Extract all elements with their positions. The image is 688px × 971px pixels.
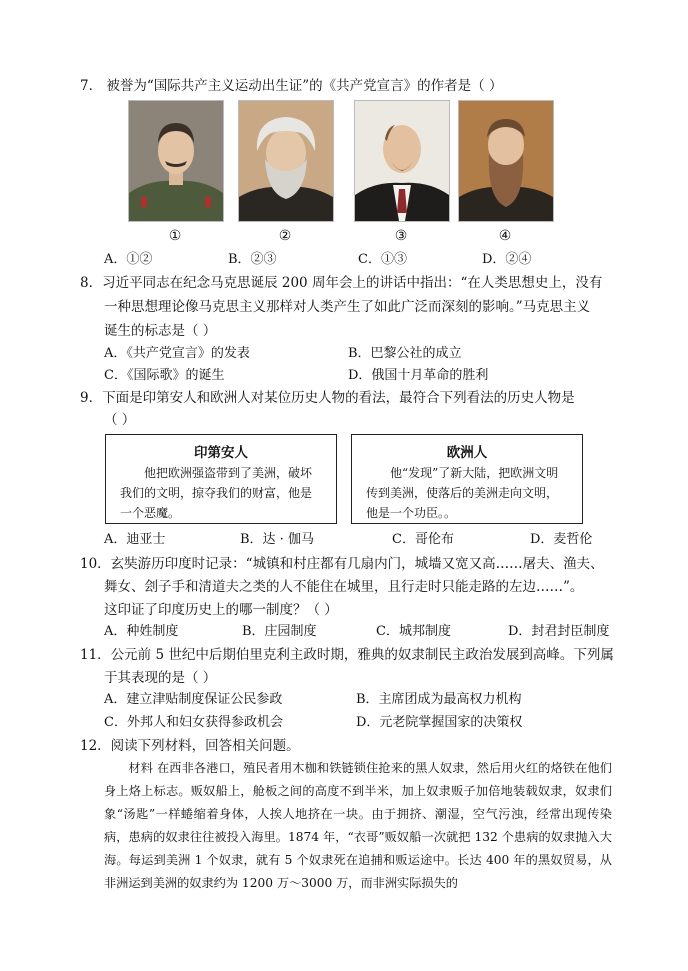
q10-line-3: 这印证了印度历史上的哪一制度？（ ）: [104, 602, 338, 618]
q8-option-b[interactable]: B．巴黎公社的成立: [348, 346, 462, 361]
q11-option-c[interactable]: C．外邦人和妇女获得参政机会: [104, 715, 283, 730]
portrait-3-label: ③: [394, 228, 408, 244]
q9-line-2: （ ）: [104, 412, 136, 428]
european-view-text: 他“发现”了新大陆，把欧洲文明传到美洲，使落后的美洲走向文明，他是一个功臣。。: [366, 466, 559, 520]
portrait-4-image: [458, 100, 554, 222]
portrait-3-image: [354, 100, 450, 222]
indian-view-text: 他把欧洲强盗带到了美洲，破坏我们的文明，掠夺我们的财富，他是一个恶魔。: [120, 466, 313, 520]
q8-line-1: 8．习近平同志在纪念马克思诞辰 200 周年会上的讲话中指出：“在人类思想史上，没有: [80, 275, 603, 291]
q9-line-1: 9．下面是印第安人和欧洲人对某位历史人物的看法，最符合下列看法的历史人物是: [80, 390, 575, 406]
q8-line-2: 一种思想理论像马克思主义那样对人类产生了如此广泛而深刻的影响。”马克思主义: [104, 299, 591, 315]
portrait-1-label: ①: [168, 228, 182, 244]
q11-line-2: 于其表现的是（ ）: [104, 670, 217, 686]
q11-option-d[interactable]: D．元老院掌握国家的决策权: [356, 715, 523, 730]
q11-option-a[interactable]: A．建立津贴制度保证公民参政: [104, 692, 283, 707]
q12-line-1: 12．阅读下列材料，回答相关问题。: [80, 738, 300, 754]
q10-option-c[interactable]: C．城邦制度: [376, 624, 451, 639]
q10-option-a[interactable]: A．种姓制度: [104, 624, 179, 639]
portrait-1-image: [128, 100, 224, 222]
q9-option-b[interactable]: B．达 · 伽马: [240, 532, 314, 547]
q7-option-d[interactable]: D．②④: [482, 252, 532, 267]
q11-line-1: 11．公元前 5 世纪中后期伯里克利主政时期，雅典的奴隶制民主政治发展到高峰。下列属: [80, 647, 614, 663]
q9-option-c[interactable]: C．哥伦布: [392, 532, 454, 547]
european-view-title: 欧洲人: [446, 445, 488, 461]
q8-option-c[interactable]: C．《国际歌》的诞生: [104, 368, 225, 383]
portrait-2-image: [238, 100, 334, 222]
q10-line-1: 10．玄奘游历印度时记录：“城镇和村庄都有几扇内门，城墙又宽又高……屠夫、渔夫、: [80, 556, 604, 572]
indian-view-box: [105, 434, 337, 524]
q7-option-b[interactable]: B．②③: [228, 252, 277, 267]
q9-option-d[interactable]: D．麦哲伦: [530, 532, 593, 547]
q10-line-2: 舞女、刽子手和清道夫之类的人不能住在城里，且行走时只能走路的左边……”。: [104, 579, 584, 595]
q8-option-a[interactable]: A．《共产党宣言》的发表: [104, 346, 250, 361]
q12-material-text: 材料 在西非各港口，殖民者用木枷和铁链锁住抢来的黑人奴隶，然后用火红的烙铁在他们身上烙上标志。贩奴船上，舱板之间的高度不到半米，加上奴隶贩子加倍地装载奴隶，奴隶们象“汤匙”一样蜷缩着身体，人挨人地挤在一块。由于拥挤、潮湿，空气污浊，经常出现传染病，患病的奴隶往往被投入海里。1874 年，“衣哥”贩奴船一次就把 132 个患病的奴隶抛入大海。每运到美洲 1 个奴隶，就有 5 个奴隶死在追捕和贩运途中。长达 400 年的黑奴贸易，从非洲运到美洲的奴隶约为 1200 万～3000 万，而非洲实际损失的: [104, 761, 612, 890]
q7-stem: 7． 被誉为“国际共产主义运动出生证”的《共产党宣言》的作者是（ ）: [80, 78, 503, 94]
indian-view-title: 印第安人: [194, 445, 248, 461]
portrait-2-label: ②: [278, 228, 292, 244]
q11-option-b[interactable]: B．主席团成为最高权力机构: [356, 692, 522, 707]
q10-option-b[interactable]: B．庄园制度: [242, 624, 317, 639]
european-view-box: [351, 434, 583, 524]
q7-option-c[interactable]: C．①③: [358, 252, 407, 267]
q9-option-a[interactable]: A．迪亚士: [104, 532, 166, 547]
q7-option-a[interactable]: A．①②: [104, 252, 153, 267]
q8-line-3: 诞生的标志是（ ）: [104, 323, 217, 339]
q10-option-d[interactable]: D．封君封臣制度: [508, 624, 610, 639]
portrait-4-label: ④: [498, 228, 512, 244]
q8-option-d[interactable]: D．俄国十月革命的胜利: [348, 368, 489, 383]
